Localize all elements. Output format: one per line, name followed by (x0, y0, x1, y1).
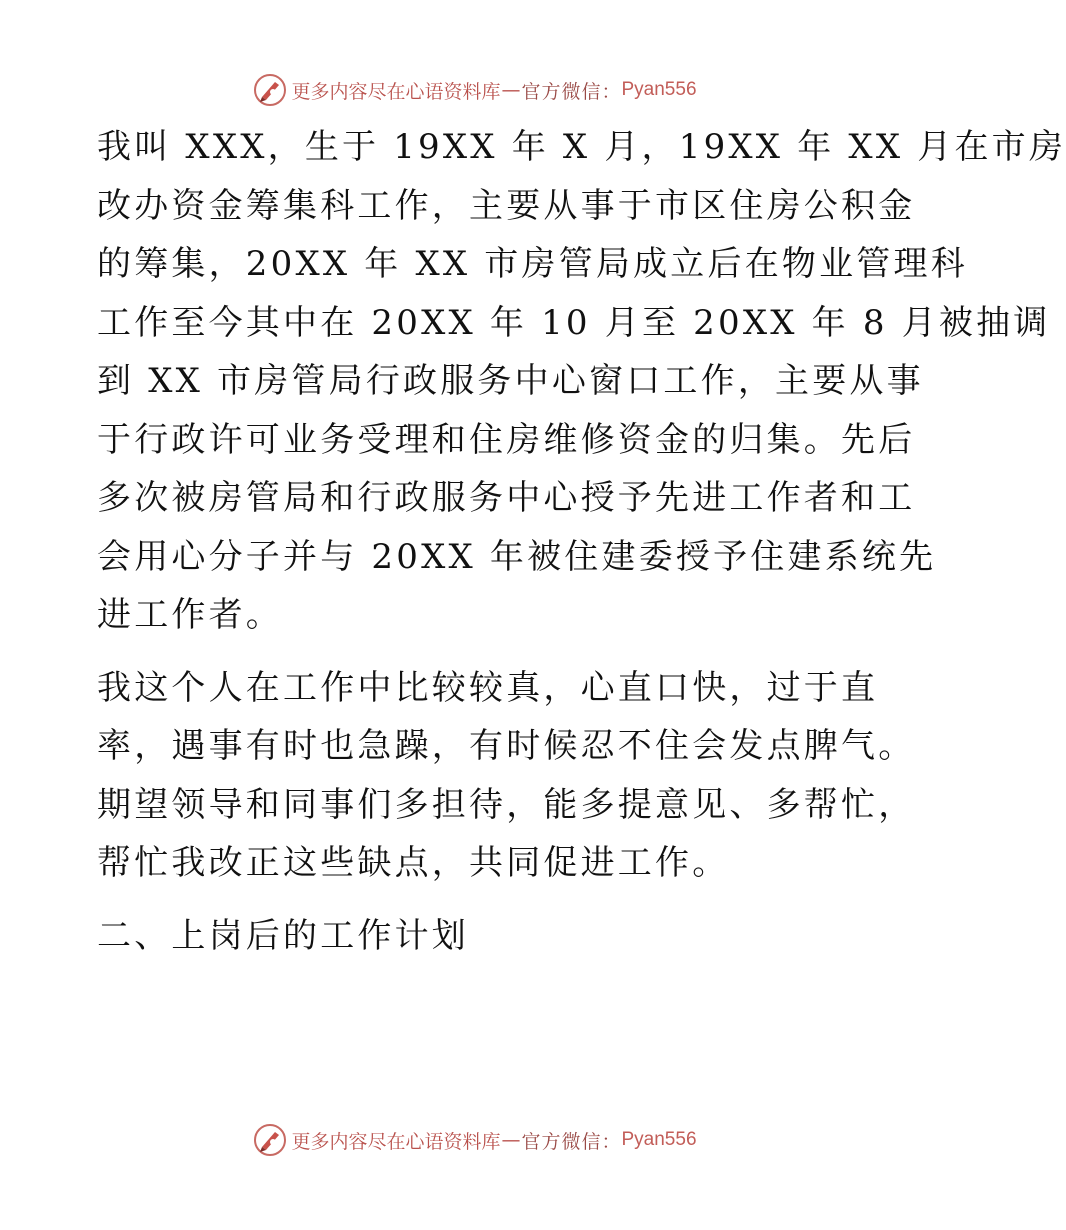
watermark-text: 更多内容尽在心语资料库 (291, 80, 501, 103)
text-line: 多次被房管局和行政服务中心授予先进工作者和工 (97, 478, 916, 518)
watermark-separator: — (501, 1129, 521, 1151)
text-line: 会用心分子并与 20XX 年被住建委授予住建系统先 (97, 536, 937, 577)
document-body (97, 118, 1066, 965)
watermark-wechat-label: 官方微信： (521, 80, 622, 103)
header-watermark (0, 70, 950, 110)
watermark-text: 更多内容尽在心语资料库 (291, 1130, 501, 1153)
text-line: 工作至今其中在 20XX 年 10 月至 20XX 年 8 月被抽调 (97, 302, 1051, 343)
watermark-wechat-label: 官方微信： (521, 1130, 622, 1153)
paragraph-self-introduction (97, 118, 1066, 645)
pen-logo-icon (253, 73, 287, 107)
watermark-wechat-id: Pyan556 (621, 1129, 697, 1150)
text-line: 帮忙我改正这些缺点，共同促进工作。 (97, 843, 730, 883)
footer-watermark (0, 1120, 950, 1160)
paragraph-personality (97, 659, 916, 893)
section-heading: 二、上岗后的工作计划 (97, 915, 469, 956)
text-line: 改办资金筹集科工作，主要从事于市区住房公积金 (97, 185, 916, 226)
text-line: 我这个人在工作中比较较真，心直口快，过于直 (97, 667, 879, 708)
text-line: 到 XX 市房管局行政服务中心窗口工作，主要从事 (97, 361, 924, 401)
text-line: 率，遇事有时也急躁，有时候忍不住会发点脾气。 (97, 726, 916, 766)
text-line: 于行政许可业务受理和住房维修资金的归集。先后 (97, 419, 916, 460)
pen-logo-icon (253, 1123, 287, 1157)
text-line: 进工作者。 (97, 595, 283, 635)
watermark-wechat-id: Pyan556 (621, 79, 697, 100)
text-line: 我叫 XXX，生于 19XX 年 X 月，19XX 年 XX 月在市房 (97, 127, 1066, 167)
watermark-separator: — (501, 79, 521, 101)
text-line: 的筹集，20XX 年 XX 市房管局成立后在物业管理科 (97, 244, 968, 284)
text-line: 期望领导和同事们多担待，能多提意见、多帮忙， (97, 784, 916, 825)
